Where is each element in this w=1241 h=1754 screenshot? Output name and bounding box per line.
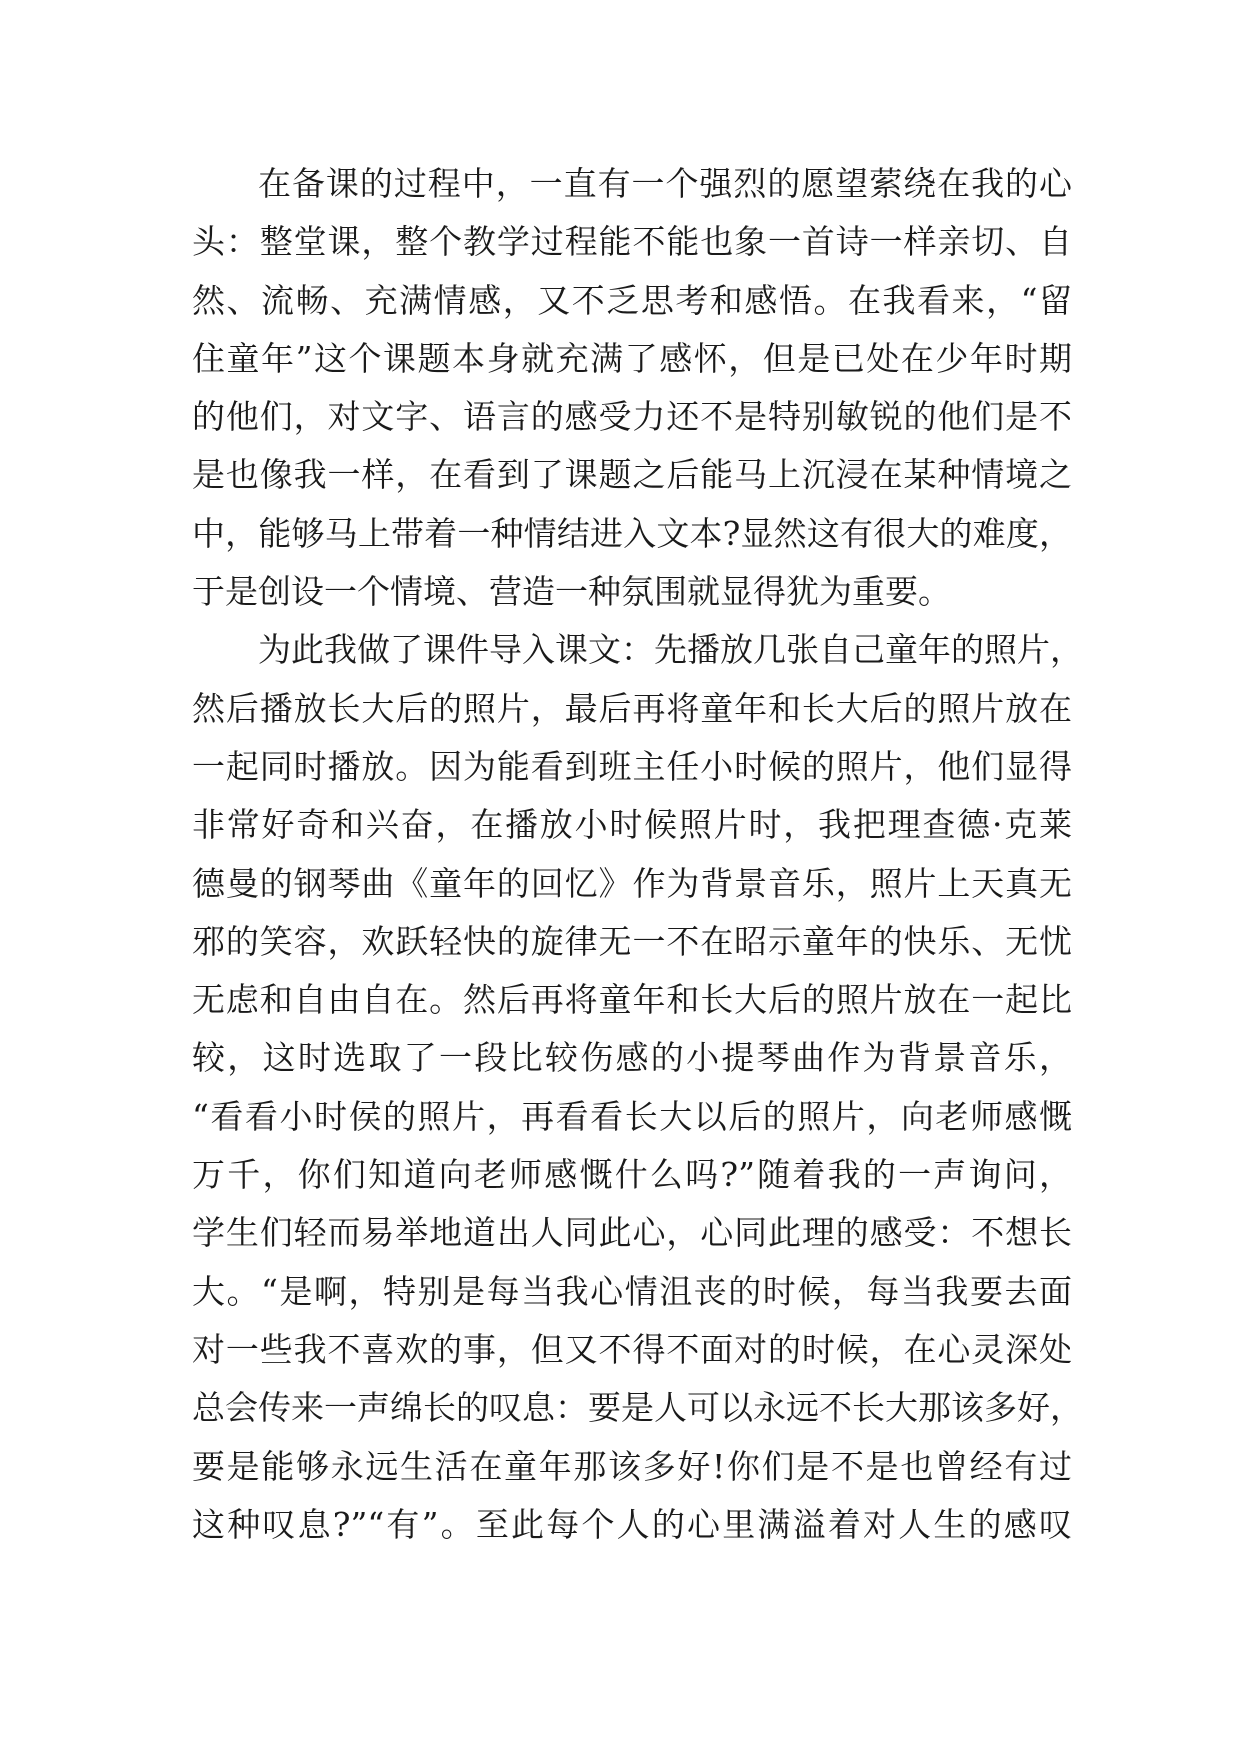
text-line: 万千，你们知道向老师感慨什么吗?”随着我的一声询问， (192, 1155, 1072, 1195)
paragraph-1 (192, 155, 1072, 621)
text-line: 较，这时选取了一段比较伤感的小提琴曲作为背景音乐， (192, 1038, 1072, 1078)
text-line: 的他们，对文字、语言的感受力还不是特别敏锐的他们是不 (192, 397, 1072, 437)
text-line: 为此我做了课件导入课文：先播放几张自己童年的照片， (258, 630, 1083, 670)
text-line: 非常好奇和兴奋，在播放小时候照片时，我把理查德·克莱 (192, 805, 1072, 845)
text-line: 一起同时播放。因为能看到班主任小时候的照片，他们显得 (192, 746, 1072, 786)
paragraph-2 (192, 621, 1083, 1554)
text-line: 总会传来一声绵长的叹息：要是人可以永远不长大那该多好， (192, 1388, 1083, 1428)
text-line: 这种叹息?”“有”。至此每个人的心里满溢着对人生的感叹 (192, 1504, 1072, 1544)
text-line: 对一些我不喜欢的事，但又不得不面对的时候，在心灵深处 (192, 1329, 1072, 1369)
text-line: 于是创设一个情境、营造一种氛围就显得犹为重要。 (192, 572, 951, 612)
text-line: 德曼的钢琴曲《童年的回忆》作为背景音乐，照片上天真无 (192, 863, 1072, 903)
text-line: 大。“是啊，特别是每当我心情沮丧的时候，每当我要去面 (192, 1271, 1072, 1311)
text-line: 学生们轻而易举地道出人同此心，心同此理的感受：不想长 (192, 1213, 1072, 1253)
text-line: 头：整堂课，整个教学过程能不能也象一首诗一样亲切、自 (192, 222, 1072, 262)
text-line: 住童年”这个课题本身就充满了感怀，但是已处在少年时期 (192, 338, 1072, 378)
body-text (192, 155, 1083, 1554)
text-line: “看看小时侯的照片，再看看长大以后的照片，向老师感慨 (192, 1096, 1072, 1136)
text-line: 要是能够永远生活在童年那该多好!你们是不是也曾经有过 (192, 1446, 1072, 1486)
text-line: 是也像我一样，在看到了课题之后能马上沉浸在某种情境之 (192, 455, 1072, 495)
text-line: 邪的笑容，欢跃轻快的旋律无一不在昭示童年的快乐、无忧 (192, 921, 1072, 961)
text-line: 无虑和自由自在。然后再将童年和长大后的照片放在一起比 (192, 980, 1072, 1020)
text-line: 然、流畅、充满情感，又不乏思考和感悟。在我看来，“留 (192, 280, 1072, 320)
text-line: 中，能够马上带着一种情结进入文本?显然这有很大的难度， (192, 513, 1072, 553)
text-line: 在备课的过程中，一直有一个强烈的愿望萦绕在我的心 (258, 164, 1072, 203)
text-line: 然后播放长大后的照片，最后再将童年和长大后的照片放在 (192, 688, 1072, 728)
